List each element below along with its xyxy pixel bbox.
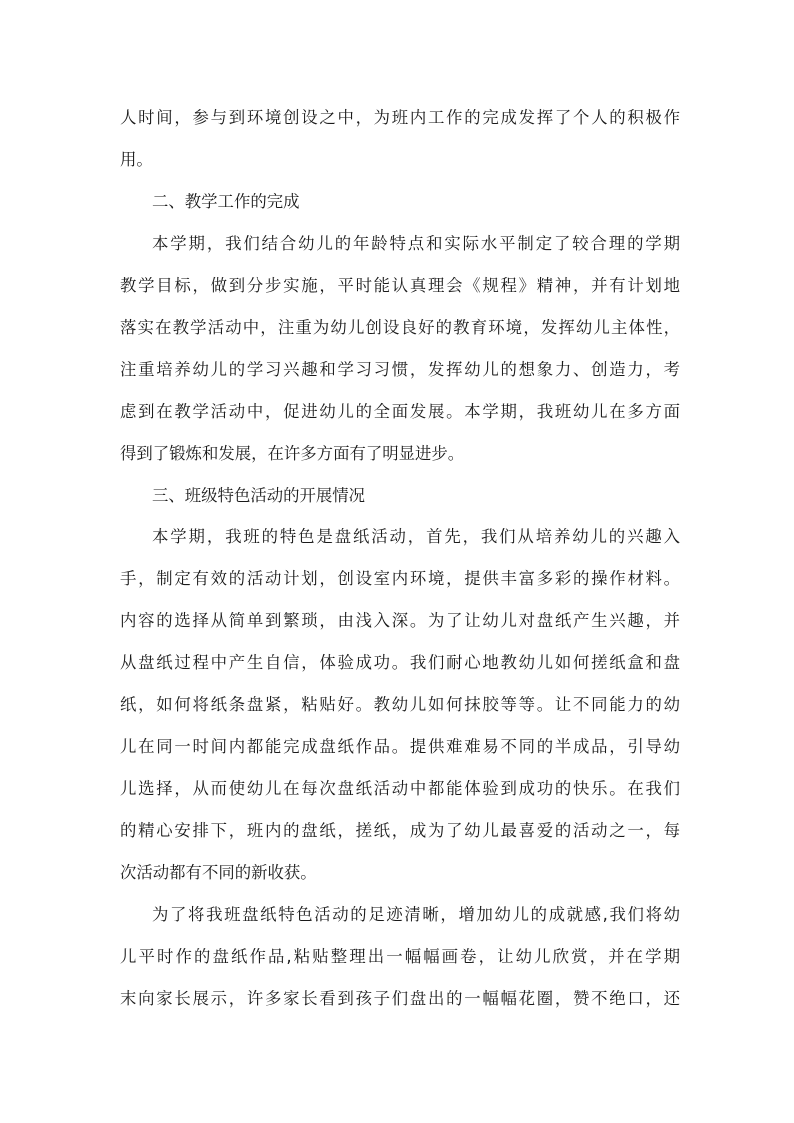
text-line: 儿选择，从而使幼儿在每次盘纸活动中都能体验到成功的快乐。在我们: [120, 779, 680, 798]
text-line: 儿平时作的盘纸作品,粘贴整理出一幅幅画卷，让幼儿欣赏，并在学期: [120, 947, 680, 966]
text-line: 本学期，我班的特色是盘纸活动，首先，我们从培养幼儿的兴趣入: [152, 527, 680, 546]
section-heading: 二、教学工作的完成: [152, 192, 300, 211]
text-line: 末向家长展示，许多家长看到孩子们盘出的一幅幅花圈，赞不绝口，还: [120, 989, 680, 1008]
text-line: 从盘纸过程中产生自信，体验成功。我们耐心地教幼儿如何搓纸盒和盘: [120, 653, 680, 672]
text-line: 人时间，参与到环境创设之中，为班内工作的完成发挥了个人的积极作: [120, 108, 680, 127]
text-line: 教学目标，做到分步实施，平时能认真理会《规程》精神，并有计划地: [120, 276, 680, 295]
text-line: 纸，如何将纸条盘紧，粘贴好。教幼儿如何抹胶等等。让不同能力的幼: [120, 695, 680, 714]
text-line: 落实在教学活动中，注重为幼儿创设良好的教育环境，发挥幼儿主体性，: [120, 318, 680, 337]
text-line: 注重培养幼儿的学习兴趣和学习习惯，发挥幼儿的想象力、创造力，考: [120, 360, 680, 379]
text-line: 虑到在教学活动中，促进幼儿的全面发展。本学期，我班幼儿在多方面: [120, 402, 680, 421]
text-line: 次活动都有不同的新收获。: [120, 863, 317, 882]
text-line: 为了将我班盘纸特色活动的足迹清晰，增加幼儿的成就感,我们将幼: [152, 905, 680, 924]
text-line: 儿在同一时间内都能完成盘纸作品。提供难难易不同的半成品，引导幼: [120, 737, 680, 756]
text-line: 内容的选择从简单到繁琐，由浅入深。为了让幼儿对盘纸产生兴趣，并: [120, 611, 680, 630]
text-line: 用。: [120, 150, 153, 169]
text-line: 手，制定有效的活动计划，创设室内环境，提供丰富多彩的操作材料。: [120, 569, 680, 588]
text-line: 的精心安排下，班内的盘纸，搓纸，成为了幼儿最喜爱的活动之一，每: [120, 821, 680, 840]
section-heading: 三、班级特色活动的开展情况: [152, 486, 366, 505]
text-line: 得到了锻炼和发展，在许多方面有了明显进步。: [120, 444, 465, 463]
text-line: 本学期，我们结合幼儿的年龄特点和实际水平制定了较合理的学期: [152, 234, 680, 253]
